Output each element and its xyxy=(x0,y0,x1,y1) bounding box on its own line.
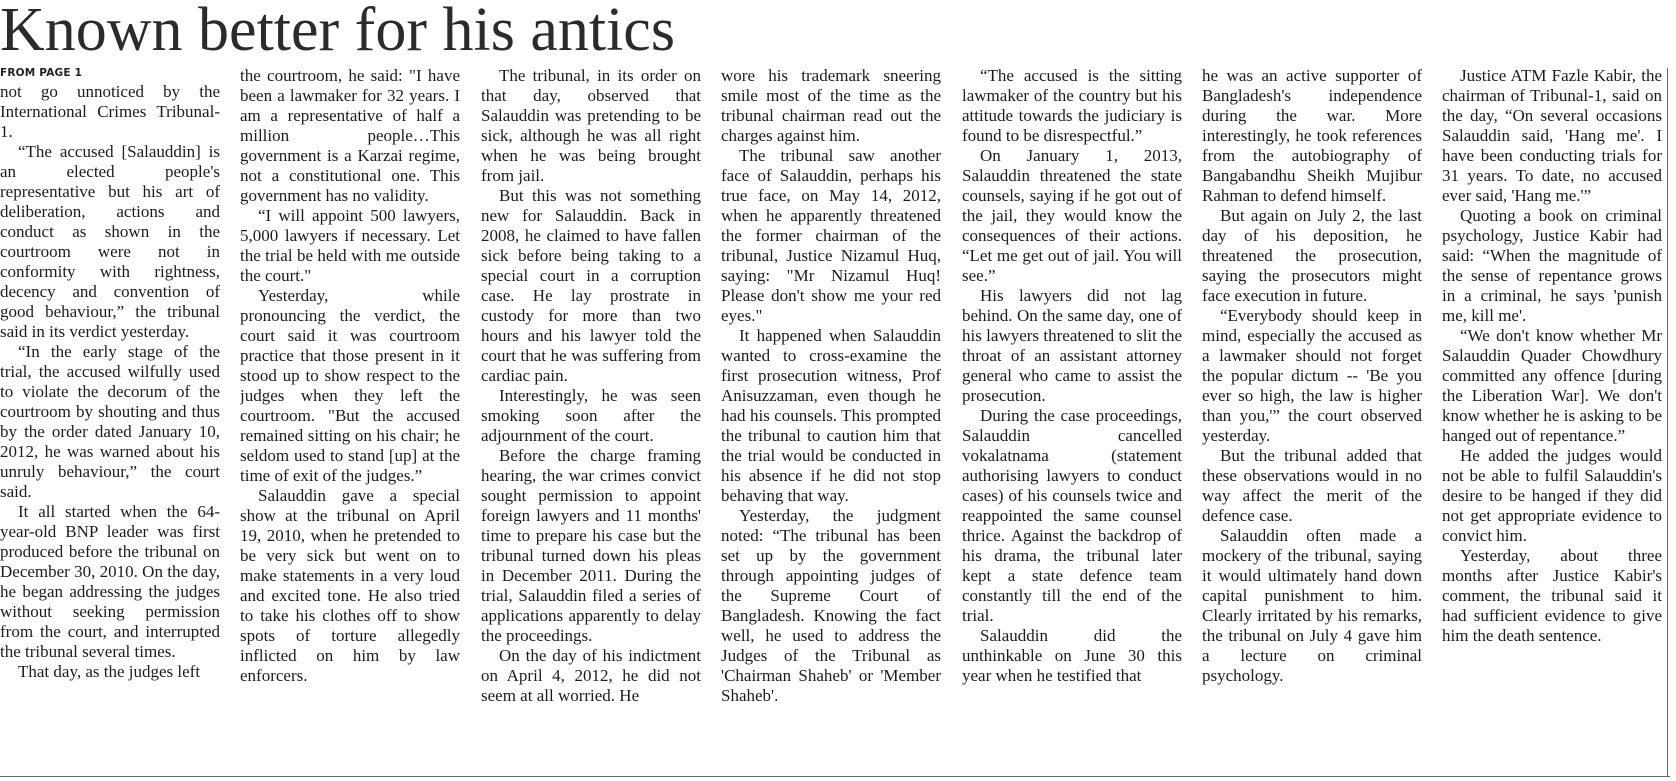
article-headline: Known better for his antics xyxy=(0,0,675,64)
paragraph: Salauddin often made a mockery of the tribunal, saying it would ultimately hand down capital punishment to him. Clearly irritated by his remarks, the tribunal on July 4 gave him a lecture on criminal psychology. xyxy=(1202,526,1422,685)
article-column-6 xyxy=(1202,66,1422,766)
paragraph: Salauddin did the unthinkable on June 30 this year when he testified that xyxy=(962,626,1182,685)
article-column-3 xyxy=(481,66,701,766)
paragraph: he was an active supporter of Bangladesh's independence during the war. More interestingly, he took references from the autobiography of Bangabandhu Sheikh Mujibur Rahman to defend himself. xyxy=(1202,66,1422,205)
paragraph: His lawyers did not lag behind. On the same day, one of his lawyers threatened to slit the throat of an assistant attorney general who came to assist the prosecution. xyxy=(962,286,1182,405)
paragraph: But again on July 2, the last day of his deposition, he threatened the prosecution, saying the prosecutors might face execution in future. xyxy=(1202,206,1422,305)
paragraph: It all started when the 64-year-old BNP leader was first produced before the tribunal on December 30, 2010. On the day, he began addressing the judges without seeking permission from the court, and interrupted the tribunal several times. xyxy=(0,502,220,661)
paragraph: The tribunal, in its order on that day, observed that Salauddin was pretending to be sick, although he was all right when he was being brought from jail. xyxy=(481,66,701,185)
paragraph: Justice ATM Fazle Kabir, the chairman of Tribunal-1, said on the day, “On several occasions Salauddin said, 'Hang me'. I have been conducting trials for 31 years. To date, no accused ever said, 'Hang me.'” xyxy=(1442,66,1662,205)
paragraph: But this was not something new for Salauddin. Back in 2008, he claimed to have fallen sick before being taking to a special court in a corruption case. He lay prostrate in custody for more than two hours and his lawyer told the court that he was suffering from cardiac pain. xyxy=(481,186,701,385)
paragraph: “We don't know whether Mr Salauddin Quader Chowdhury committed any offence [during the Liberation War]. We don't know whether he is asking to be hanged out of repentance.” xyxy=(1442,326,1662,445)
paragraph: Before the charge framing hearing, the war crimes convict sought permission to appoint foreign lawyers and 11 months' time to prepare his case but the tribunal turned down his pleas in December 2011. During the trial, Salauddin filed a series of applications apparently to delay the proceedings. xyxy=(481,446,701,645)
paragraph: Salauddin gave a special show at the tribunal on April 19, 2010, when he pretended to be very sick but went on to make statements in a very loud and excited tone. He also tried to take his clothes off to show spots of torture allegedly inflicted on him by law enforcers. xyxy=(240,486,460,685)
paragraph: The tribunal saw another face of Salauddin, perhaps his true face, on May 14, 2012, when he apparently threatened the former chairman of the tribunal, Justice Nizamul Huq, saying: "Mr Nizamul Huq! Please don't show me your red eyes." xyxy=(721,146,941,325)
article-column-5 xyxy=(962,66,1182,766)
paragraph: But the tribunal added that these observations would in no way affect the merit of the defence case. xyxy=(1202,446,1422,525)
column-border-right xyxy=(1667,68,1668,776)
paragraph: not go unnoticed by the International Crimes Tribunal-1. xyxy=(0,82,220,141)
paragraph: That day, as the judges left xyxy=(18,662,201,681)
article-column-7 xyxy=(1442,66,1662,766)
paragraph: Quoting a book on criminal psychology, Justice Kabir had said: “When the magnitude of the sense of repentance grows in a criminal, he says 'punish me, kill me'. xyxy=(1442,206,1662,325)
paragraph: wore his trademark sneering smile most of the time as the tribunal chairman read out the charges against him. xyxy=(721,66,941,145)
article-column-1 xyxy=(0,66,220,766)
paragraph: “I will appoint 500 lawyers, 5,000 lawyers if necessary. Let the trial be held with me outside the court." xyxy=(240,206,460,285)
article-border-bottom xyxy=(0,776,1670,777)
paragraph: He added the judges would not be able to fulfil Salauddin's desire to be hanged if they did not get appropriate evidence to convict him. xyxy=(1442,446,1662,545)
paragraph: “The accused [Salauddin] is an elected people's representative but his art of deliberation, actions and conduct as shown in the courtroom were not in conformity with rightness, decency and convention of good behaviour,” the tribunal said in its verdict yesterday. xyxy=(0,142,220,341)
paragraph: During the case proceedings, Salauddin cancelled vokalatnama (statement authorising lawyers to conduct cases) of his counsels twice and reappointed the same counsel thrice. Against the backdrop of his drama, the tribunal later kept a state defence team constantly till the end of the trial. xyxy=(962,406,1182,625)
paragraph: the courtroom, he said: "I have been a lawmaker for 32 years. I am a representative of half a million people…This government is a Karzai regime, not a constitutional one. This government has no validity. xyxy=(240,66,460,205)
article-column-4 xyxy=(721,66,941,766)
paragraph: “Everybody should keep in mind, especially the accused as a lawmaker should not forget the popular dictum -- 'Be you ever so high, the law is higher than you,'” the court observed yesterday. xyxy=(1202,306,1422,445)
paragraph: On January 1, 2013, Salauddin threatened the state counsels, saying if he got out of the jail, they would know the consequences of their actions. “Let me get out of jail. You will see.” xyxy=(962,146,1182,285)
paragraph: Yesterday, the judgment noted: “The tribunal has been set up by the government through appointing judges of the Supreme Court of Bangladesh. Knowing the fact well, he used to address the Judges of the Tribunal as 'Chairman Shaheb' or 'Member Shaheb'. xyxy=(721,506,941,705)
paragraph: Yesterday, while pronouncing the verdict, the court said it was courtroom practice that those present in it stood up to show respect to the judges when they left the courtroom. "But the accused remained sitting on his chair; he seldom used to stand [up] at the time of exit of the judges.” xyxy=(240,286,460,485)
from-page-kicker: FROM PAGE 1 xyxy=(0,67,83,79)
article-column-2 xyxy=(240,66,460,766)
paragraph: “In the early stage of the trial, the accused wilfully used to violate the decorum of the courtroom by shouting and thus by the order dated January 10, 2012, he was warned about his unruly behaviour,” the court said. xyxy=(0,342,220,501)
article-body xyxy=(0,66,1676,766)
paragraph: Yesterday, about three months after Justice Kabir's comment, the tribunal said it had sufficient evidence to give him the death sentence. xyxy=(1442,546,1662,645)
paragraph: Interestingly, he was seen smoking soon after the adjournment of the court. xyxy=(481,386,701,445)
paragraph: On the day of his indictment on April 4, 2012, he did not seem at all worried. He xyxy=(481,646,701,705)
paragraph: It happened when Salauddin wanted to cross-examine the first prosecution witness, Prof Anisuzzaman, even though he had his counsels. This prompted the tribunal to caution him that the trial would be conducted in his absence if he did not stop behaving that way. xyxy=(721,326,941,505)
paragraph: “The accused is the sitting lawmaker of the country but his attitude towards the judiciary is found to be disrespectful.” xyxy=(962,66,1182,145)
